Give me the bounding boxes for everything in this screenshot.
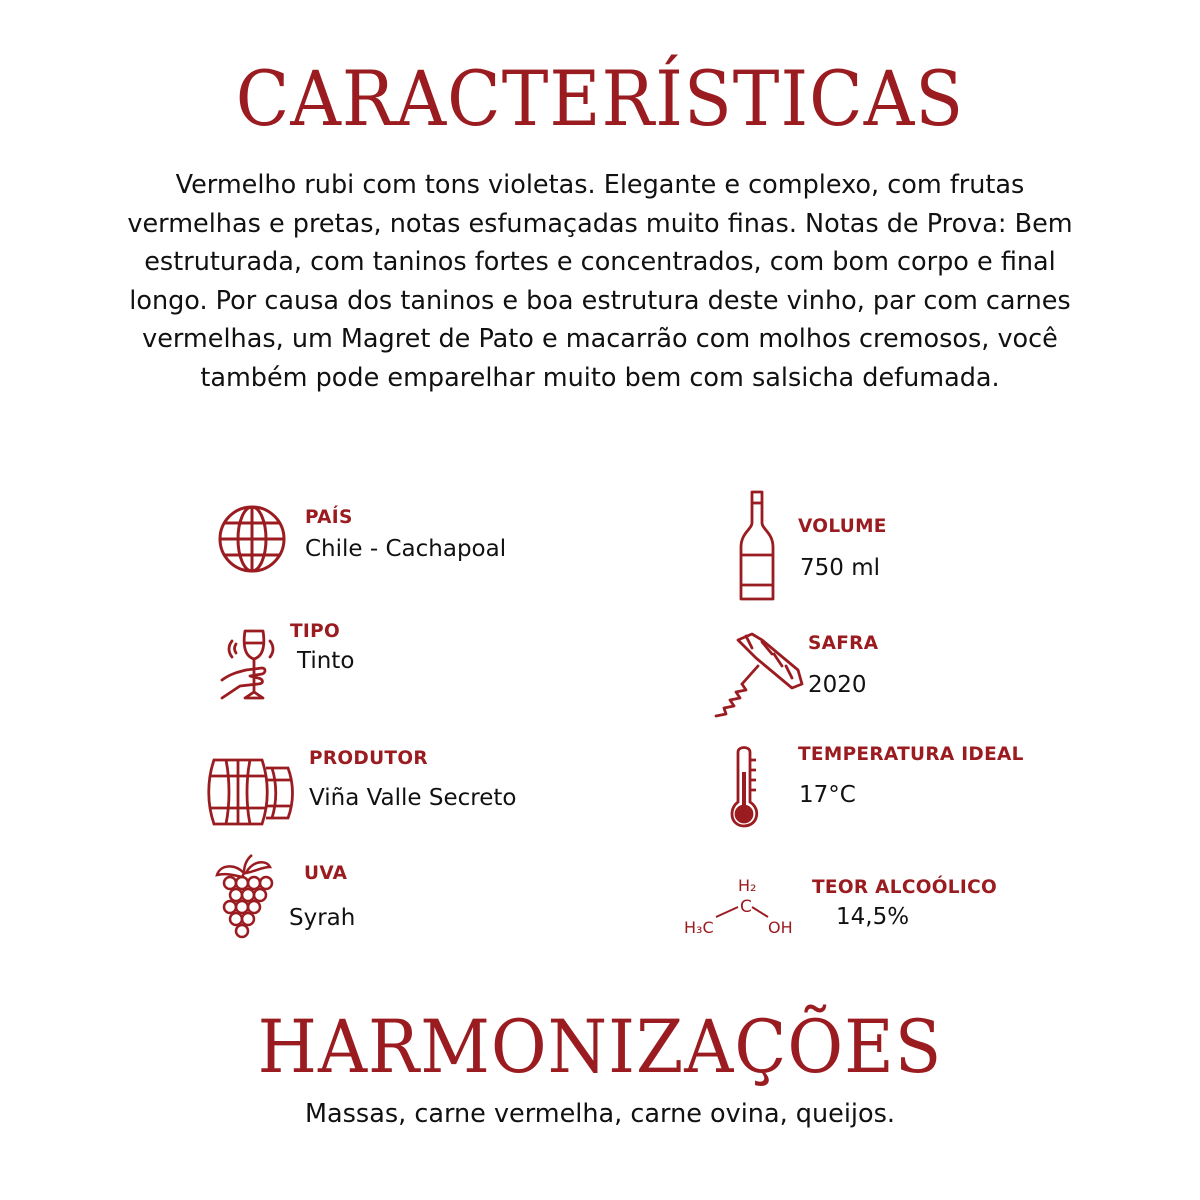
volume-label: VOLUME [798,516,887,537]
tipo-label: TIPO [290,621,340,642]
pairing-text: Massas, carne vermelha, carne ovina, queijos. [305,1099,895,1129]
safra-value: 2020 [808,672,867,698]
formula-c: C [740,897,752,917]
bottle-icon [739,489,775,603]
teor-value: 14,5% [836,904,910,930]
formula-oh: OH [768,918,793,937]
pais-label: PAÍS [305,507,353,528]
teor-label: TEOR ALCOÓLICO [812,877,997,898]
wine-description: Vermelho rubi com tons violetas. Elegante e complexo, com frutas vermelhas e pretas, notas esfumaçadas muito finas. Notas de Prova: Bem estruturada, com taninos fortes e concentrados, com bom corpo e final longo. Por causa dos taninos e boa estrutura deste vinho, par com carnes vermelhas, um Magret de Pato e macarrão com molhos cremosos, você também pode emparelhar muito bem com salsicha defumada. [127,170,1073,393]
temperatura-label: TEMPERATURA IDEAL [798,744,1024,765]
temperatura-value: 17°C [799,782,856,808]
volume-value: 750 ml [800,555,881,581]
tipo-value: Tinto [297,648,355,674]
corkscrew-icon [712,630,804,720]
produtor-value: Viña Valle Secreto [309,785,517,811]
globe-icon [216,503,288,575]
barrels-icon [206,754,298,828]
formula-h2: H₂ [738,876,757,895]
ethanol-formula-icon [682,875,802,939]
grapes-icon [214,853,278,941]
page-title: CARACTERÍSTICAS [235,54,965,144]
thermometer-icon [728,744,762,828]
uva-value: Syrah [289,905,356,931]
safra-label: SAFRA [808,633,879,654]
wine-tasting-icon [218,626,278,702]
formula-h3c: H₃C [684,918,714,937]
pairing-title: HARMONIZAÇÕES [257,1004,943,1091]
pais-value: Chile - Cachapoal [305,536,507,562]
uva-label: UVA [304,863,348,884]
produtor-label: PRODUTOR [309,748,428,769]
